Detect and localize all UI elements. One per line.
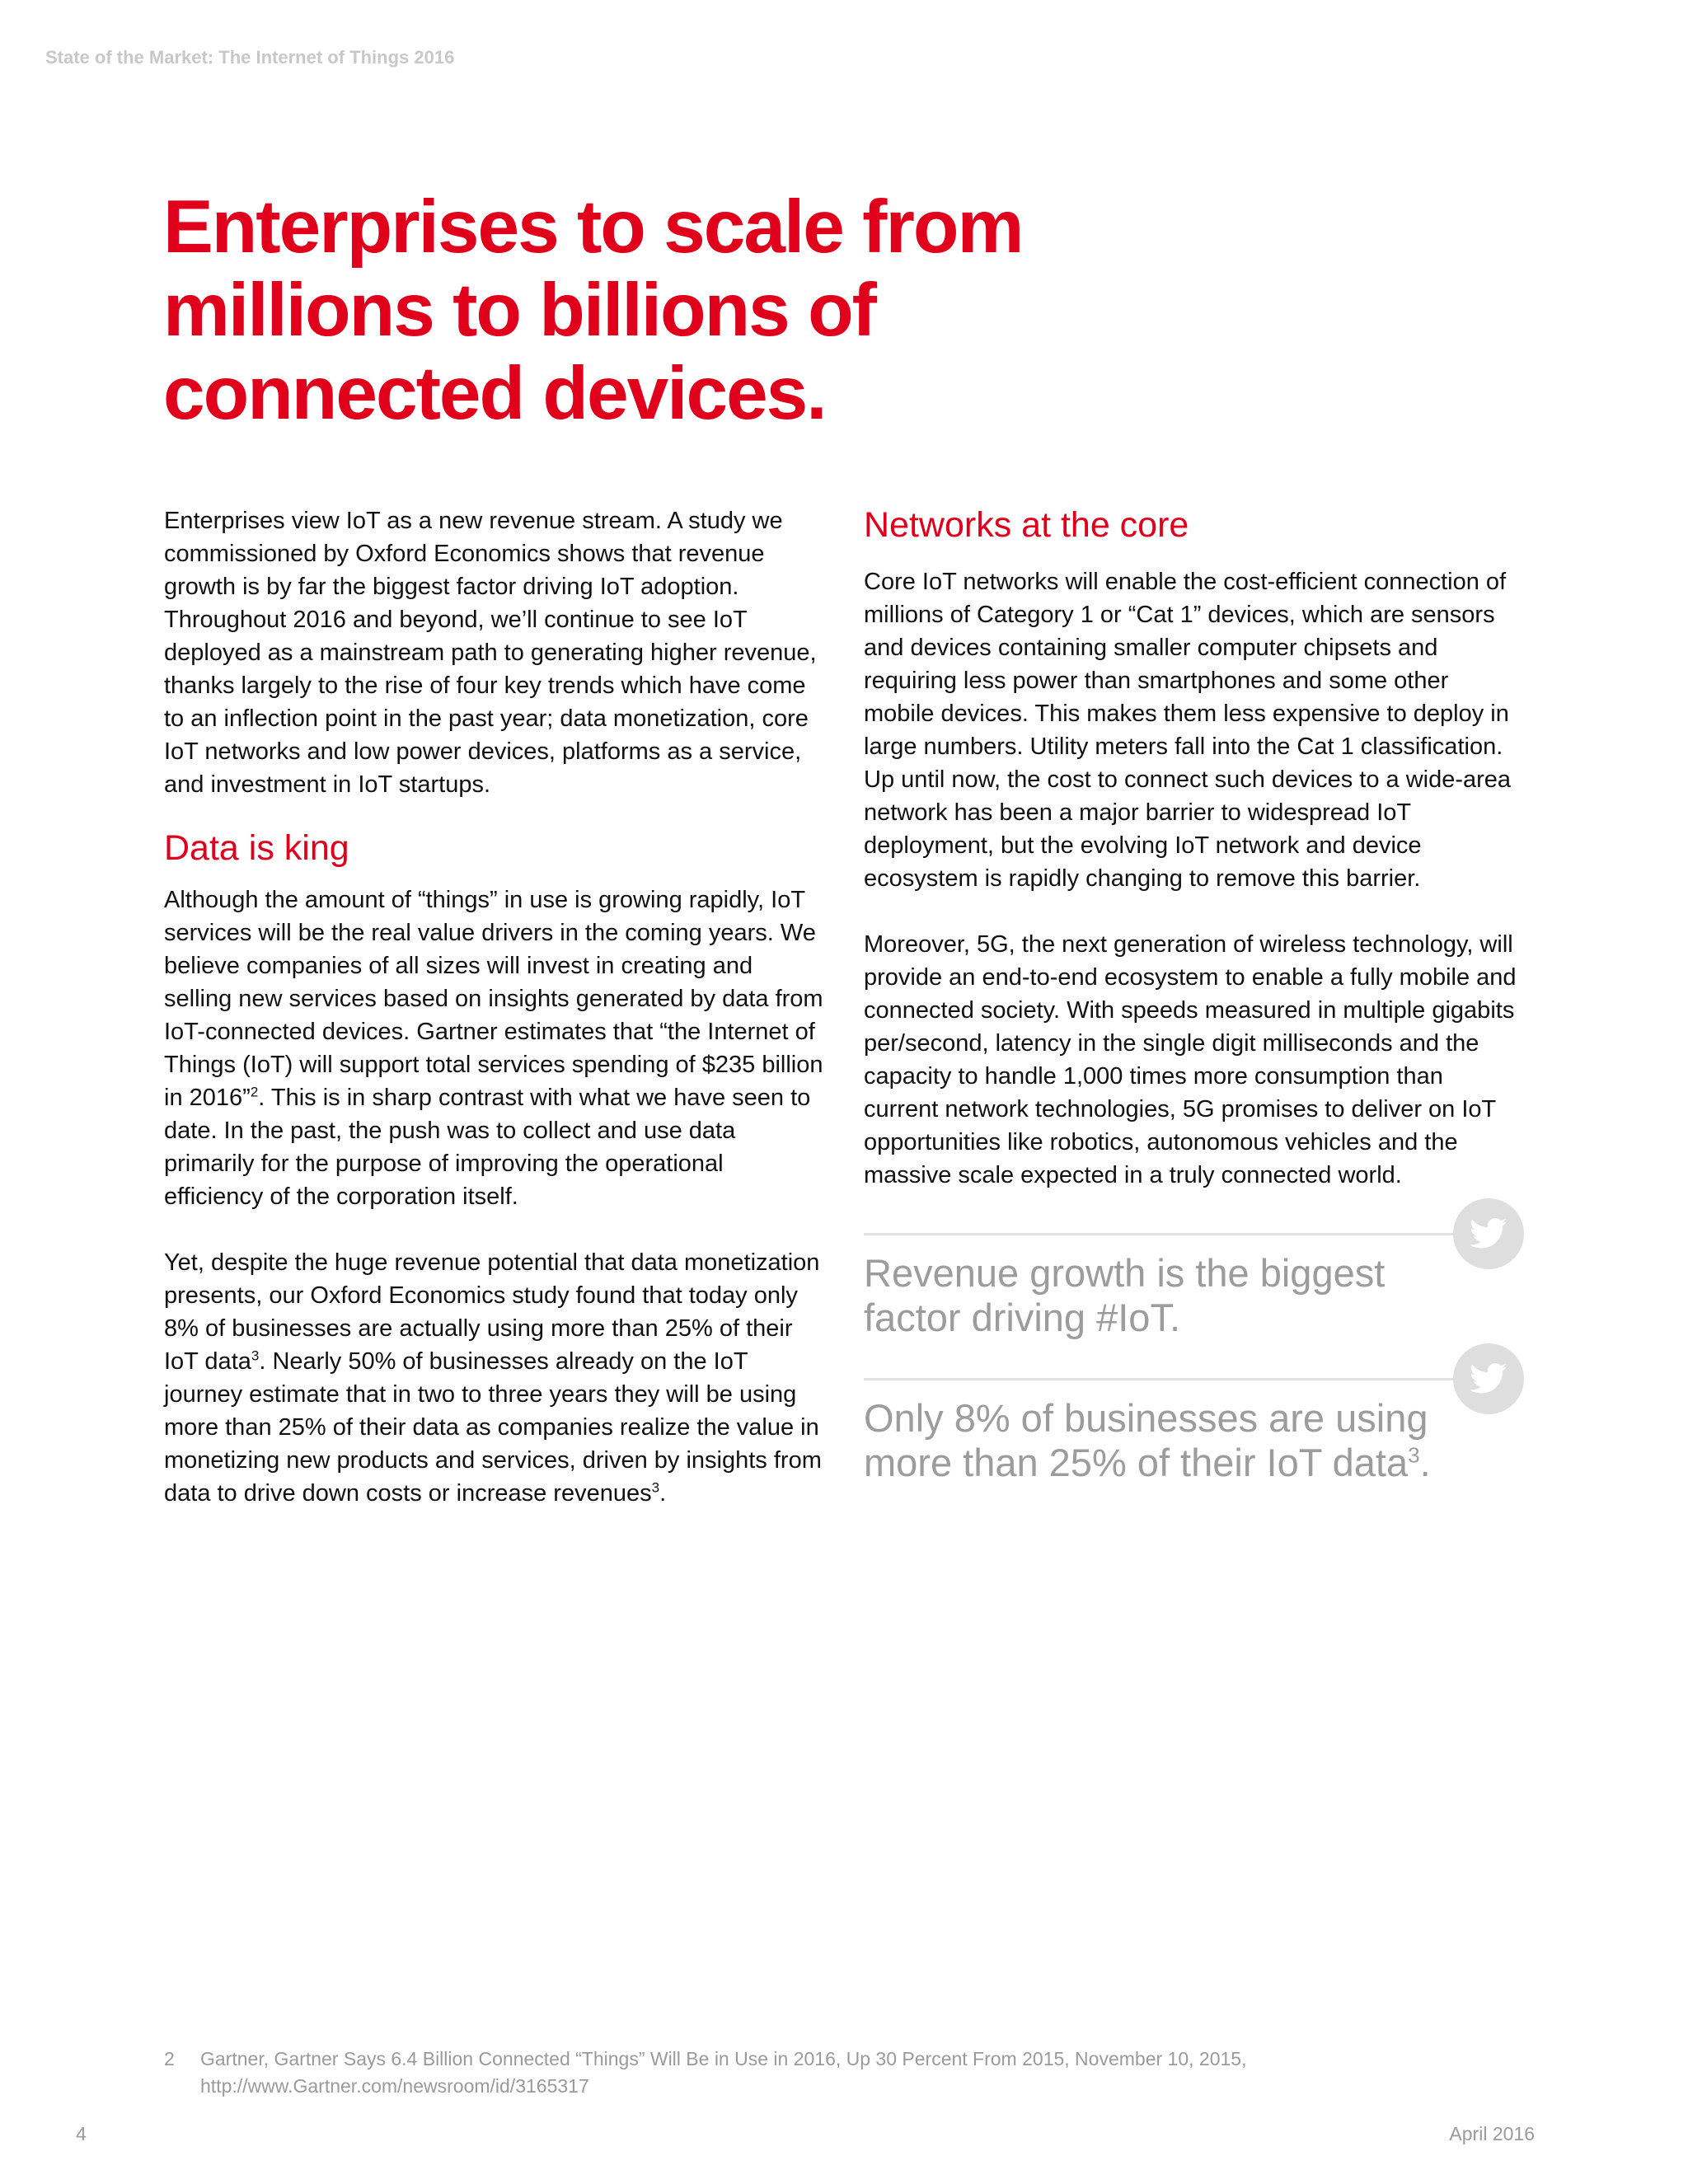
footnote-ref: 2 (250, 1084, 259, 1100)
footnote-number: 2 (164, 2048, 175, 2069)
pull-quote-1 (864, 1233, 1523, 1340)
section-heading-data-is-king: Data is king (164, 828, 349, 868)
footnote-link[interactable]: http://www.Gartner.com/newsroom/id/3165317 (200, 2075, 589, 2097)
title-line-1: Enterprises to scale from (163, 185, 1023, 269)
twitter-icon[interactable] (1453, 1343, 1524, 1414)
intro-paragraph: Enterprises view IoT as a new revenue stream. A study we commissioned by Oxford Economics shows that revenue growth is by far the biggest factor driving IoT adoption. Throughout 2016 and beyond, we’ll continue to see IoT deployed as a mainstream path to generating higher revenue, thanks largely to the rise of four key trends which have come to an inflection point in the past year; data monetization, core IoT networks and low power devices, platforms as a service, and investment in IoT startups. (164, 508, 817, 798)
page-number: 4 (76, 2123, 87, 2144)
section-heading-networks: Networks at the core (864, 505, 1189, 545)
pull-quote-text: Only 8% of businesses are using more than 25% of their IoT data$^3$. (864, 1396, 1431, 1484)
footnote-ref: 3 (1408, 1442, 1420, 1468)
title-line-3: connected devices. (163, 352, 826, 435)
footnote-ref: 3 (251, 1347, 260, 1364)
quote-divider (864, 1378, 1490, 1380)
footer-date: April 2016 (1449, 2123, 1535, 2144)
footnote (164, 2046, 1483, 2100)
data-is-king-paragraph-2: Yet, despite the huge revenue potential that data monetization presents, our Oxford Economics study found that today only 8% of businesses are actually using more than 25% of their IoT data$^3$. Nearly 50% of businesses already on the IoT journey estimate that in two to three years they will be using more than 25% of their data as companies realize the value in monetizing new products and services, driven by insights from data to drive down costs or increase revenues$^3$. (164, 1249, 822, 1507)
footnote-ref: 3 (651, 1479, 660, 1496)
footnote-citation: Gartner, Gartner Says 6.4 Billion Connected “Things” Will Be in Use in 2016, Up 30 Percent From 2015, November 10, 2015, (200, 2048, 1247, 2069)
title-line-2: millions to billions of (163, 269, 875, 352)
data-is-king-paragraph-1: Although the amount of “things” in use is growing rapidly, IoT services will be the real value drivers in the coming years. We believe companies of all sizes will invest in creating and selling new services based on insights generated by data from IoT-connected devices. Gartner estimates that “the Internet of Things (IoT) will support total services spending of $235 billion in 2016”$^2$. This is in sharp contrast with what we have seen to date. In the past, the push was to collect and use data primarily for the purpose of improving the operational efficiency of the corporation itself. (164, 887, 823, 1210)
page-title (163, 185, 1152, 435)
twitter-icon[interactable] (1453, 1198, 1524, 1269)
right-column (864, 504, 1523, 1485)
networks-paragraph-2: Moreover, 5G, the next generation of wireless technology, will provide an end-to-end ecosystem to enable a fully mobile and connected society. With speeds measured in multiple gigabits per/second, latency in the single digit milliseconds and the capacity to handle 1,000 times more consumption than current network technologies, 5G promises to deliver on IoT opportunities like robotics, autonomous vehicles and the massive scale expected in a truly connected world. (864, 931, 1517, 1188)
quote-divider (864, 1233, 1490, 1235)
running-header: State of the Market: The Internet of Things 2016 (45, 47, 455, 68)
pull-quote-2 (864, 1378, 1523, 1485)
pull-quote-text: Revenue growth is the biggest factor driving #IoT. (864, 1251, 1386, 1339)
networks-paragraph-1: Core IoT networks will enable the cost-efficient connection of millions of Category 1 or “Cat 1” devices, which are sensors and devices containing smaller computer chipsets and requiring less power than smartphones and some other mobile devices. This makes them less expensive to deploy in large numbers. Utility meters fall into the Cat 1 classification. Up until now, the cost to connect such devices to a wide-area network has been a major barrier to widespread IoT deployment, but the evolving IoT network and device ecosystem is rapidly changing to remove this barrier. (864, 569, 1512, 892)
left-column (164, 504, 823, 1510)
